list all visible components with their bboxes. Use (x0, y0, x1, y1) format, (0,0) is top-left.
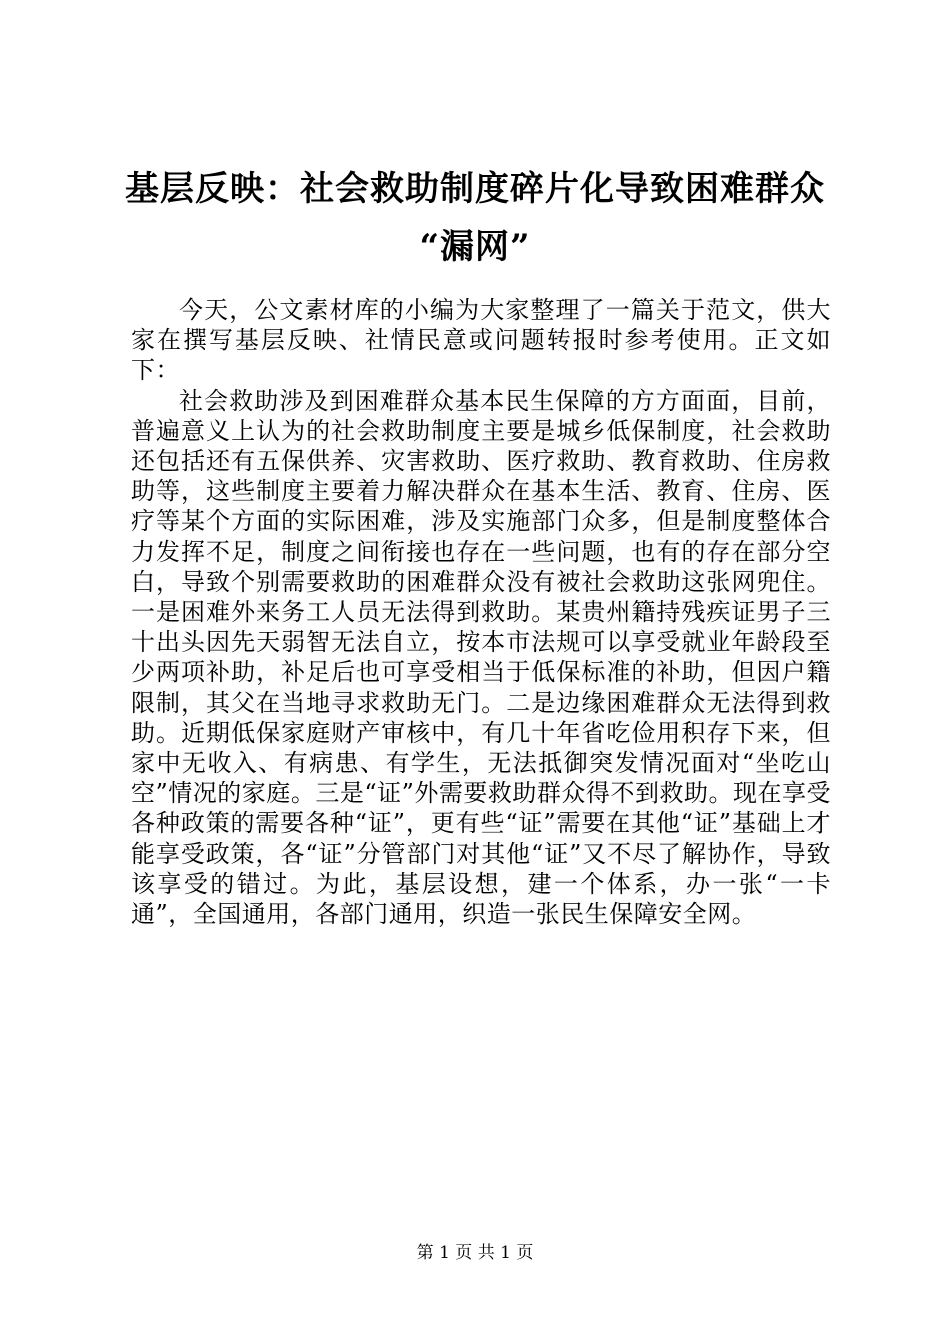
document-body (131, 295, 831, 929)
main-paragraph: 社会救助涉及到困难群众基本民生保障的方方面面，目前，普遍意义上认为的社会救助制度主要是城乡低保制度，社会救助还包括还有五保供养、灾害救助、医疗救助、教育救助、住房救助等，这些制度主要着力解决群众在基本生活、教育、住房、医疗等某个方面的实际困难，涉及实施部门众多，但是制度整体合力发挥不足，制度之间衔接也存在一些问题，也有的存在部分空白，导致个别需要救助的困难群众没有被社会救助这张网兜住。一是困难外来务工人员无法得到救助。某贵州籍持残疾证男子三十出头因先天弱智无法自立，按本市法规可以享受就业年龄段至少两项补助，补足后也可享受相当于低保标准的补助，但因户籍限制，其父在当地寻求救助无门。二是边缘困难群众无法得到救助。近期低保家庭财产审核中，有几十年省吃俭用积存下来，但家中无收入、有病患、有学生，无法抵御突发情况面对“坐吃山空”情况的家庭。三是“证”外需要救助群众得不到救助。现在享受各种政策的需要各种“证”，更有些“证”需要在其他“证”基础上才能享受政策，各“证”分管部门对其他“证”又不尽了解协作，导致该享受的错过。为此，基层设想，建一个体系，办一张“一卡通”，全国通用，各部门通用，织造一张民生保障安全网。 (131, 386, 831, 929)
title-line-2: “漏网” (419, 227, 531, 267)
title-line-1: 基层反映：社会救助制度碎片化导致困难群众 (125, 169, 825, 209)
page-number-footer: 第 1 页 共 1 页 (416, 1243, 534, 1263)
intro-paragraph: 今天，公文素材库的小编为大家整理了一篇关于范文，供大家在撰写基层反映、社情民意或问题转报时参考使用。正文如下： (131, 296, 831, 385)
document-title (100, 160, 850, 276)
